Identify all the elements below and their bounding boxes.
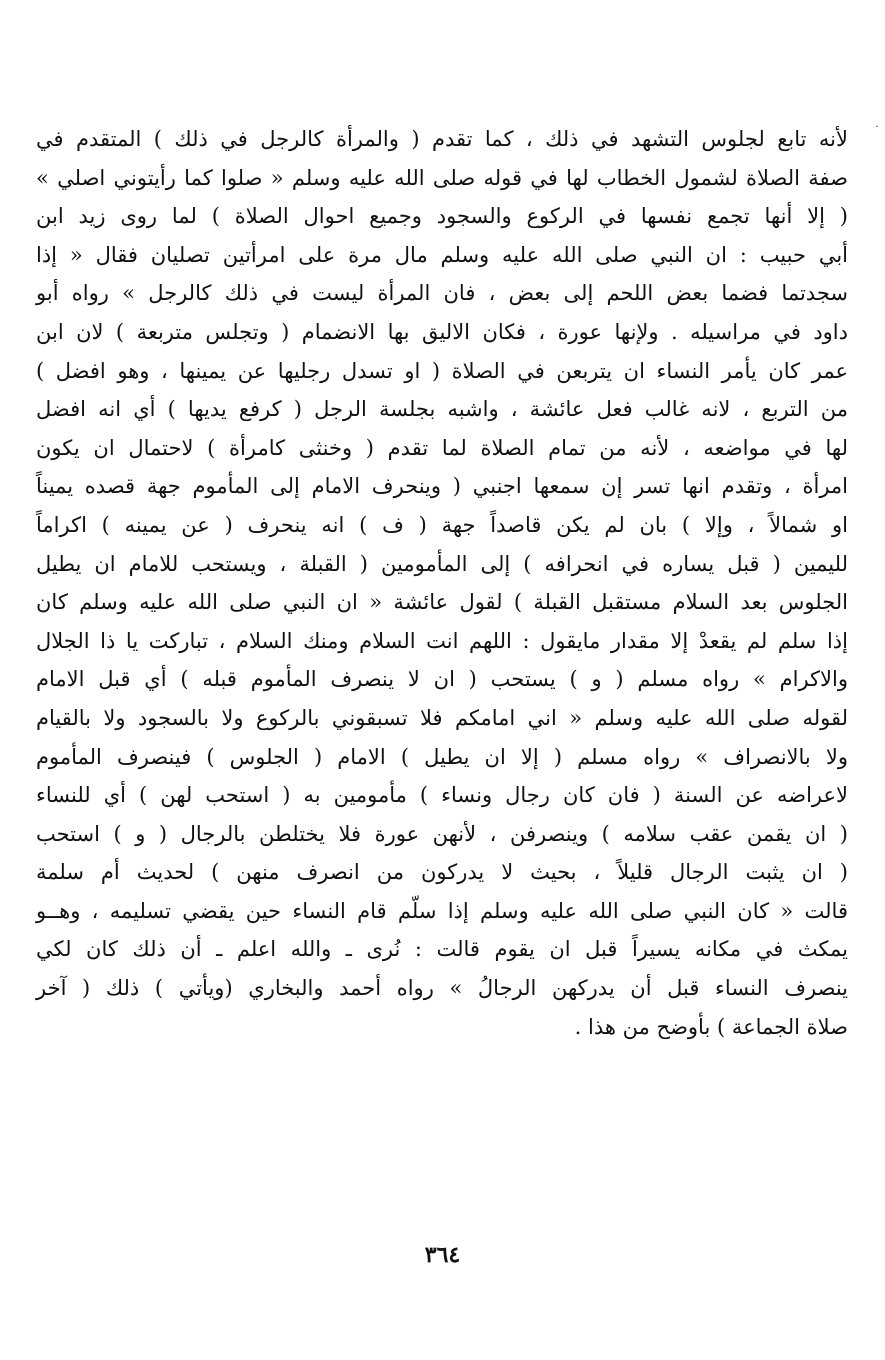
text-line: ( ان يثبت الرجال قليلاً ، بحيث لا يدركون من انصرف منهن ) لحديث أم سلمة <box>36 860 848 885</box>
text-line: لأنه تابع لجلوس التشهد في ذلك ، كما تقدم ( والمرأة كالرجل في ذلك ) المتقدم في <box>36 127 848 151</box>
text-line: سجدتما فضما بعض اللحم إلى بعض ، فان المرأة ليست في ذلك كالرجل » رواه أبو <box>36 281 848 306</box>
text-line: لاعراضه عن السنة ( فان كان رجال ونساء ) مأمومين به ( استحب لهن ) أي للنساء <box>36 783 848 808</box>
text-line: من التربع ، لانه غالب فعل عائشة ، واشبه بجلسة الرجل ( كرفع يديها ) أي انه افضل <box>36 397 848 422</box>
text-line: لقوله صلى الله عليه وسلم « اني امامكم فلا تسبقوني بالركوع ولا بالسجود ولا بالقيام <box>36 705 848 730</box>
text-line: امرأة ، وتقدم انها تسر إن سمعها اجنبي ( وينحرف الامام إلى المأموم جهة قصده يميناً <box>36 474 848 499</box>
page-number: ٣٦٤ <box>424 1242 461 1268</box>
body-text <box>36 120 848 1046</box>
text-line: صفة الصلاة لشمول الخطاب لها في قوله صلى الله عليه وسلم « صلوا كما رأيتوني اصلي » <box>36 165 848 190</box>
text-line: ( ان يقمن عقب سلامه ) وينصرفن ، لأنهن عورة فلا يختلطن بالرجال ( و ) استحب <box>36 821 848 846</box>
text-line: ( إلا أنها تجمع نفسها في الركوع والسجود وجميع احوال الصلاة ) لما روى زيد ابن <box>36 204 848 229</box>
text-line: ولا بالانصراف » رواه مسلم ( إلا ان يطيل ) الامام ( الجلوس ) فينصرف المأموم <box>36 744 848 769</box>
margin-mark: ˙ <box>874 124 880 138</box>
text-line: لها في مواضعه ، لأنه من تمام الصلاة لما تقدم ( وخنثى كامرأة ) لاحتمال ان يكون <box>36 435 848 460</box>
text-line: قالت « كان النبي صلى الله عليه وسلم إذا سلّم قام النساء حين يقضي تسليمه ، وهــو <box>36 898 848 923</box>
text-line: او شمالاً ، وإلا ) بان لم يكن قاصداً جهة ( ف ) انه ينحرف ( عن يمينه ) اكراماً <box>36 512 848 537</box>
text-line: لليمين ( قبل يساره في انحرافه ) إلى المأمومين ( القبلة ، ويستحب للامام ان يطيل <box>36 551 848 576</box>
text-line: داود في مراسيله . ولإنها عورة ، فكان الاليق بها الانضمام ( وتجلس متربعة ) لان ابن <box>36 319 848 344</box>
text-line: ينصرف النساء قبل أن يدركهن الرجالُ » رواه أحمد والبخاري (ويأتي ) ذلك ( آخر <box>36 976 848 1001</box>
text-line: يمكث في مكانه يسيراً قبل ان يقوم قالت : نُرى ـ والله اعلم ـ أن ذلك كان لكي <box>36 937 848 962</box>
text-line: عمر كان يأمر النساء ان يتربعن في الصلاة ( او تسدل رجليها عن يمينها ، وهو افضل ) <box>36 358 848 383</box>
text-line-last: صلاة الجماعة ) بأوضح من هذا . <box>574 1014 848 1039</box>
text-line: إذا سلم لم يقعدْ إلا مقدار مايقول : اللهم انت السلام ومنك السلام ، تباركت يا ذا الجلال <box>36 628 848 653</box>
text-line: أبي حبيب : ان النبي صلى الله عليه وسلم مال مرة على امرأتين تصليان فقال « إذا <box>36 242 848 267</box>
text-line: والاكرام » رواه مسلم ( و ) يستحب ( ان لا ينصرف المأموم قبله ) أي قبل الامام <box>36 667 848 692</box>
text-line: الجلوس بعد السلام مستقبل القبلة ) لقول عائشة « ان النبي صلى الله عليه وسلم كان <box>36 590 848 615</box>
